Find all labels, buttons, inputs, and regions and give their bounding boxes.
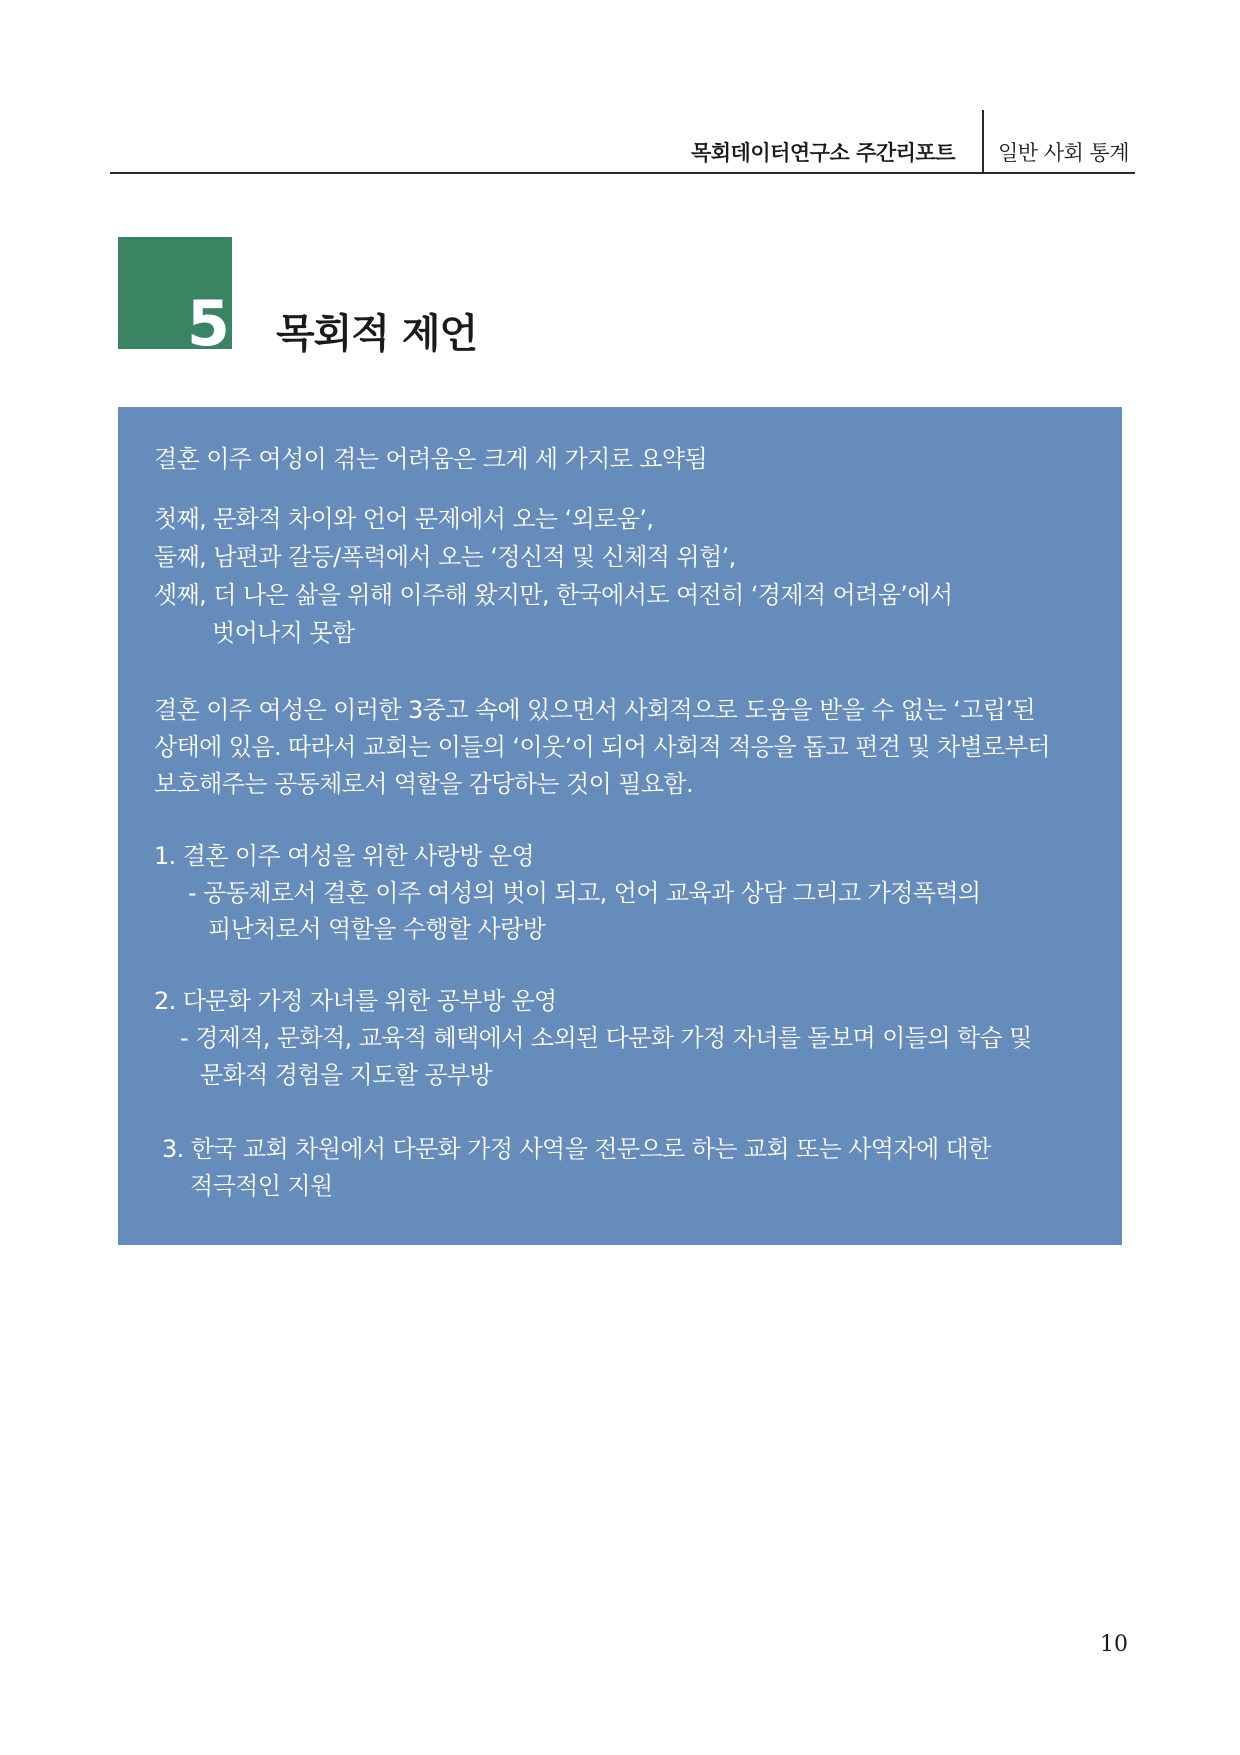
page-number: 10	[1100, 1632, 1128, 1657]
difficulty-item: 첫째, 문화적 차이와 언어 문제에서 오는 ‘외로움’,	[154, 505, 654, 533]
proposal-desc: - 공동체로서 결혼 이주 여성의 벗이 되고, 언어 교육과 상담 그리고 가정폭력의	[188, 879, 981, 907]
header-category: 일반 사회 통계	[998, 141, 1130, 165]
proposal-desc: 적극적인 지원	[190, 1172, 333, 1200]
section-number: 5	[186, 287, 230, 360]
proposal-title: 3. 한국 교회 차원에서 다문화 가정 사역을 전문으로 하는 교회 또는 사역자에 대한	[162, 1135, 991, 1163]
header-publisher: 목회데이터연구소 주간리포트	[690, 141, 955, 165]
page-header	[110, 110, 1135, 174]
proposal-title: 2. 다문화 가정 자녀를 위한 공부방 운영	[154, 987, 557, 1015]
proposal-content-box	[118, 407, 1122, 1245]
paragraph-line: 결혼 이주 여성은 이러한 3중고 속에 있으면서 사회적으로 도움을 받을 수 없는 ‘고립’된	[154, 696, 1035, 724]
difficulty-item: 둘째, 남편과 갈등/폭력에서 오는 ‘정신적 및 신체적 위험’,	[154, 543, 736, 571]
proposal-desc: - 경제적, 문화적, 교육적 혜택에서 소외된 다문화 가정 자녀를 돌보며 이들의 학습 및	[180, 1024, 1032, 1052]
difficulty-item: 셋째, 더 나은 삶을 위해 이주해 왔지만, 한국에서도 여전히 ‘경제적 어려움’에서	[154, 581, 953, 609]
header-divider	[982, 110, 984, 172]
proposal-desc: 문화적 경험을 지도할 공부방	[200, 1061, 493, 1089]
proposal-desc: 피난처로서 역할을 수행할 사랑방	[208, 915, 546, 943]
section-title: 목회적 제언	[276, 311, 478, 357]
section-number-box	[118, 237, 232, 360]
proposal-title: 1. 결혼 이주 여성을 위한 사랑방 운영	[154, 842, 535, 870]
paragraph-line: 보호해주는 공동체로서 역할을 감당하는 것이 필요함.	[154, 770, 694, 798]
paragraph-line: 상태에 있음. 따라서 교회는 이들의 ‘이웃’이 되어 사회적 적응을 돕고 편견 및 차별로부터	[154, 733, 1050, 761]
summary-title: 결혼 이주 여성이 겪는 어려움은 크게 세 가지로 요약됨	[154, 445, 708, 473]
difficulty-item-continuation: 벗어나지 못함	[212, 619, 355, 647]
